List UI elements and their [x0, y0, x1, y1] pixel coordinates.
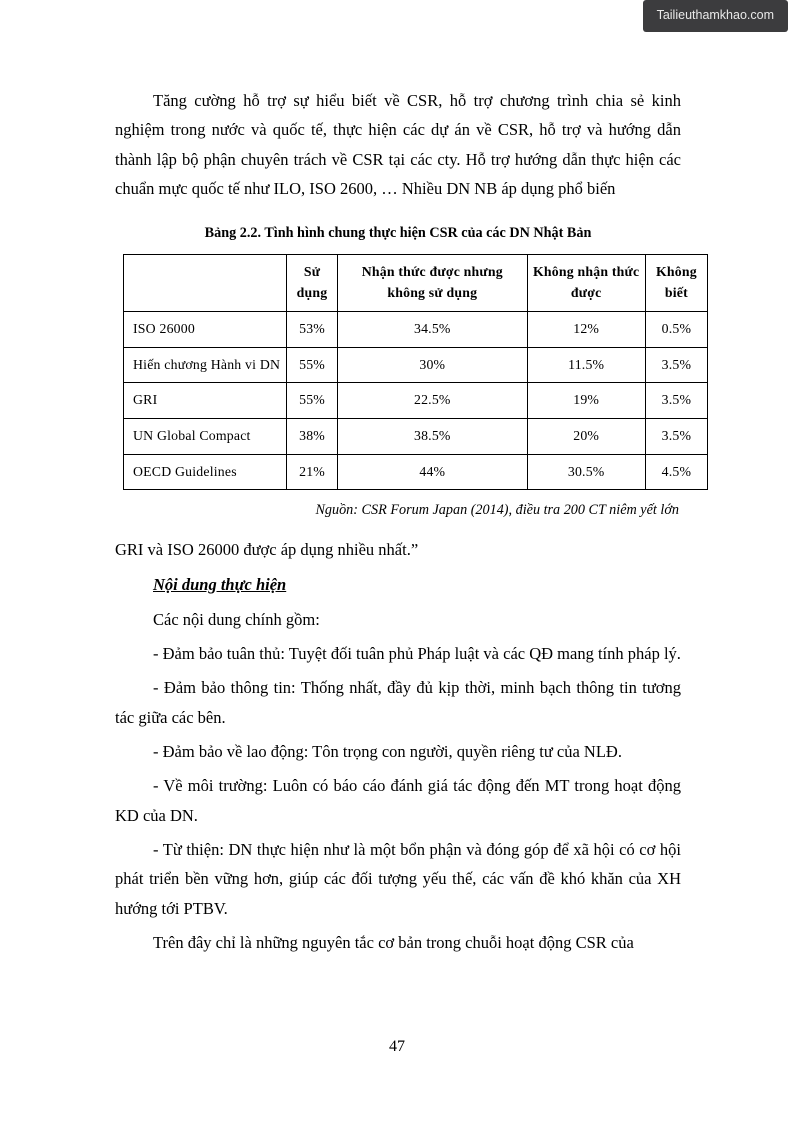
header-cell-empty [124, 255, 287, 311]
section-heading [115, 575, 681, 595]
list-item-information: - Đảm bảo thông tin: Thống nhất, đầy đủ kịp thời, minh bạch thông tin tương tác giữa các bên. [115, 678, 681, 727]
cell-value: 0.5% [645, 311, 707, 347]
page-content [115, 86, 697, 963]
csr-statistics-table [123, 254, 708, 490]
closing-paragraph: Trên đây chỉ là những nguyên tắc cơ bản trong chuỗi hoạt động CSR của [153, 933, 634, 953]
cell-value: 12% [527, 311, 645, 347]
table-row [124, 383, 708, 419]
section-heading-text: Nội dung thực hiện [153, 574, 287, 594]
table-row [124, 454, 708, 490]
header-cell-aware-not-use: Nhận thức được nhưng không sử dụng [338, 255, 528, 311]
table-source-note: Nguồn: CSR Forum Japan (2014), điều tra 200 CT niêm yết lớn [315, 502, 679, 519]
cell-value: 44% [338, 454, 528, 490]
row-label: OECD Guidelines [124, 454, 287, 490]
cell-value: 19% [527, 383, 645, 419]
after-table-text: GRI và ISO 26000 được áp dụng nhiều nhất.” [115, 540, 419, 560]
table-header-row [124, 255, 708, 311]
table-row [124, 347, 708, 383]
page-number: 47 [389, 1038, 405, 1055]
header-cell-unknown: Không biết [645, 255, 707, 311]
table-row [124, 418, 708, 454]
intro-paragraph: Tăng cường hỗ trợ sự hiểu biết về CSR, hỗ trợ chương trình chia sẻ kinh nghiệm trong nước và quốc tế, thực hiện các dự án về CSR, hỗ trợ và hướng dẫn thành lập bộ phận chuyên trách về CSR tại các cty. Hỗ trợ hướng dẫn thực hiện các chuẩn mực quốc tế như ILO, ISO 2600, … Nhiều DN NB áp dụng phổ biến [115, 91, 681, 199]
header-cell-use: Sử dụng [287, 255, 338, 311]
watermark-badge: Tailieuthamkhao.com [643, 0, 788, 32]
cell-value: 55% [287, 347, 338, 383]
row-label: UN Global Compact [124, 418, 287, 454]
list-item-compliance: - Đảm bảo tuân thủ: Tuyệt đối tuân phủ Pháp luật và các QĐ mang tính pháp lý. [153, 643, 681, 663]
cell-value: 53% [287, 311, 338, 347]
list-item-charity: - Từ thiện: DN thực hiện như là một bổn phận và đóng góp để xã hội có cơ hội phát triển bền vững hơn, giúp các đối tượng yếu thế, các vấn đề khó khăn của XH hướng tới PTBV. [115, 840, 681, 918]
table-caption: Bảng 2.2. Tình hình chung thực hiện CSR của các DN Nhật Bản [204, 225, 592, 242]
cell-value: 34.5% [338, 311, 528, 347]
header-cell-not-aware: Không nhận thức được [527, 255, 645, 311]
cell-value: 22.5% [338, 383, 528, 419]
cell-value: 11.5% [527, 347, 645, 383]
cell-value: 4.5% [645, 454, 707, 490]
list-item-labor: - Đảm bảo về lao động: Tôn trọng con người, quyền riêng tư của NLĐ. [153, 742, 622, 762]
cell-value: 20% [527, 418, 645, 454]
row-label: ISO 26000 [124, 311, 287, 347]
cell-value: 30% [338, 347, 528, 383]
list-item-environment: - Về môi trường: Luôn có báo cáo đánh giá tác động đến MT trong hoạt động KD của DN. [115, 776, 681, 825]
cell-value: 21% [287, 454, 338, 490]
row-label: GRI [124, 383, 287, 419]
cell-value: 3.5% [645, 383, 707, 419]
list-intro: Các nội dung chính gồm: [153, 609, 320, 629]
row-label: Hiến chương Hành vi DN [124, 347, 287, 383]
cell-value: 3.5% [645, 347, 707, 383]
cell-value: 30.5% [527, 454, 645, 490]
table-row [124, 311, 708, 347]
cell-value: 55% [287, 383, 338, 419]
cell-value: 3.5% [645, 418, 707, 454]
cell-value: 38% [287, 418, 338, 454]
cell-value: 38.5% [338, 418, 528, 454]
